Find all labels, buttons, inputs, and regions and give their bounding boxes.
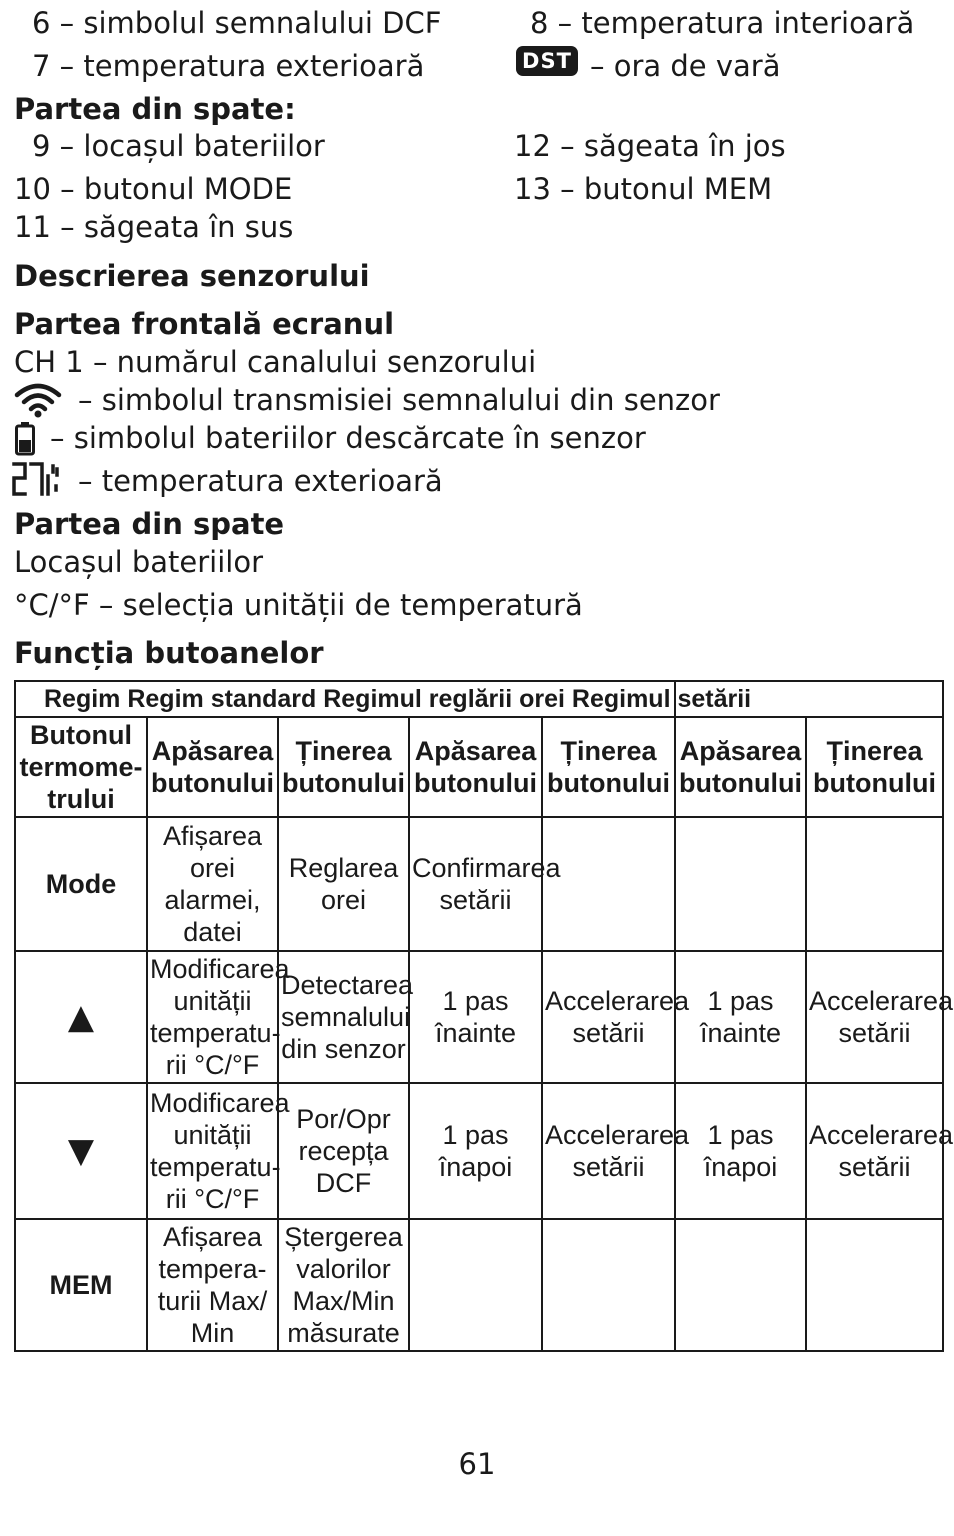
legend-item-12: 12 – săgeata în jos: [514, 129, 786, 163]
table-cell: Afișarea orei alarmei, datei: [147, 817, 278, 951]
triangle-up-icon: ▲: [15, 951, 147, 1083]
sensor-back-heading: Partea din spate: [14, 507, 285, 541]
header-hold-time: Ținerea butonului: [542, 717, 675, 817]
table-cell: Ștergerea valorilor Max/Min măsurate: [278, 1219, 409, 1351]
table-row-mode: [15, 817, 943, 951]
triangle-down-icon: ▼: [15, 1083, 147, 1219]
table-cell: [542, 1219, 675, 1351]
header-press-standard: Apăsarea butonului: [147, 717, 278, 817]
sensor-battery-slot: Locașul bateriilor: [14, 545, 264, 579]
table-cell: Detectarea semnalului din senzor: [278, 951, 409, 1083]
table-cell: [675, 817, 806, 951]
header-press-time: Apăsarea butonului: [409, 717, 542, 817]
legend-item-8: 8 – temperatura interioară: [530, 6, 915, 40]
table-cell: Por/Opr recepța DCF: [278, 1083, 409, 1219]
legend-item-6: 6 – simbolul semnalului DCF: [32, 6, 442, 40]
legend-item-9: 9 – locașul bateriilor: [32, 129, 325, 163]
table-row-down: [15, 1083, 943, 1219]
table-mode-header-row: [15, 681, 943, 717]
table-cell: Accelerarea setării: [806, 951, 943, 1083]
table-cell: Afișarea tempera- turii Max/ Min: [147, 1219, 278, 1351]
sensor-channel-line: CH 1 – numărul canalului senzorului: [14, 345, 537, 379]
table-cell: 1 pas înapoi: [409, 1083, 542, 1219]
table-cell: [806, 1219, 943, 1351]
legend-item-13: 13 – butonul MEM: [514, 172, 773, 206]
sensor-unit-select: °C/°F – selecția unității de temperatură: [14, 588, 583, 622]
battery-icon: [14, 420, 36, 456]
table-cell: Accelerarea setării: [806, 1083, 943, 1219]
table-cell: Reglarea orei: [278, 817, 409, 951]
row-label-mode: Mode: [15, 817, 147, 951]
sensor-battery-line: – simbolul bateriilor descărcate în senzor: [50, 421, 646, 455]
dst-badge: DST: [516, 46, 578, 76]
header-thermometer-button: Butonul termome- trului: [15, 717, 147, 817]
header-hold-setting: Ținerea butonului: [806, 717, 943, 817]
mode-header-merged: Regim Regim standard Regimul reglării orei Regimul setării: [15, 681, 675, 717]
table-cell: Modificarea unității temperatu- rii °C/°F: [147, 1083, 278, 1219]
buttons-heading: Funcția butoanelor: [14, 636, 324, 670]
table-row-mem: [15, 1219, 943, 1351]
table-cell: 1 pas înapoi: [675, 1083, 806, 1219]
table-cell: Modificarea unității temperatu- rii °C/°F: [147, 951, 278, 1083]
sensor-signal-line: – simbolul transmisiei semnalului din senzor: [78, 383, 720, 417]
sensor-front-heading: Partea frontală ecranul: [14, 307, 395, 341]
table-row-up: [15, 951, 943, 1083]
table-cell: 1 pas înainte: [409, 951, 542, 1083]
temperature-digits-icon: [12, 460, 62, 500]
table-cell: Accelerarea setării: [542, 1083, 675, 1219]
page-number: 61: [458, 1447, 496, 1481]
back-heading: Partea din spate:: [14, 92, 296, 126]
table-cell: 1 pas înainte: [675, 951, 806, 1083]
table-cell: [542, 817, 675, 951]
sensor-temp-line: – temperatura exterioară: [78, 464, 443, 498]
wifi-signal-icon: [14, 382, 62, 418]
table-cell: Confirmarea setării: [409, 817, 542, 951]
sensor-heading: Descrierea senzorului: [14, 259, 370, 293]
header-press-setting: Apăsarea butonului: [675, 717, 806, 817]
table-cell: [409, 1219, 542, 1351]
table-cell: [806, 817, 943, 951]
header-hold-standard: Ținerea butonului: [278, 717, 409, 817]
row-label-mem: MEM: [15, 1219, 147, 1351]
legend-item-10: 10 – butonul MODE: [14, 172, 293, 206]
legend-item-7: 7 – temperatura exterioară: [32, 49, 425, 83]
button-function-table: [14, 680, 954, 1352]
legend-dst-desc: – ora de vară: [590, 49, 781, 83]
table-column-header-row: [15, 717, 943, 817]
table-cell: Accelerarea setării: [542, 951, 675, 1083]
table-cell: [675, 1219, 806, 1351]
legend-item-11: 11 – săgeata în sus: [14, 210, 294, 244]
